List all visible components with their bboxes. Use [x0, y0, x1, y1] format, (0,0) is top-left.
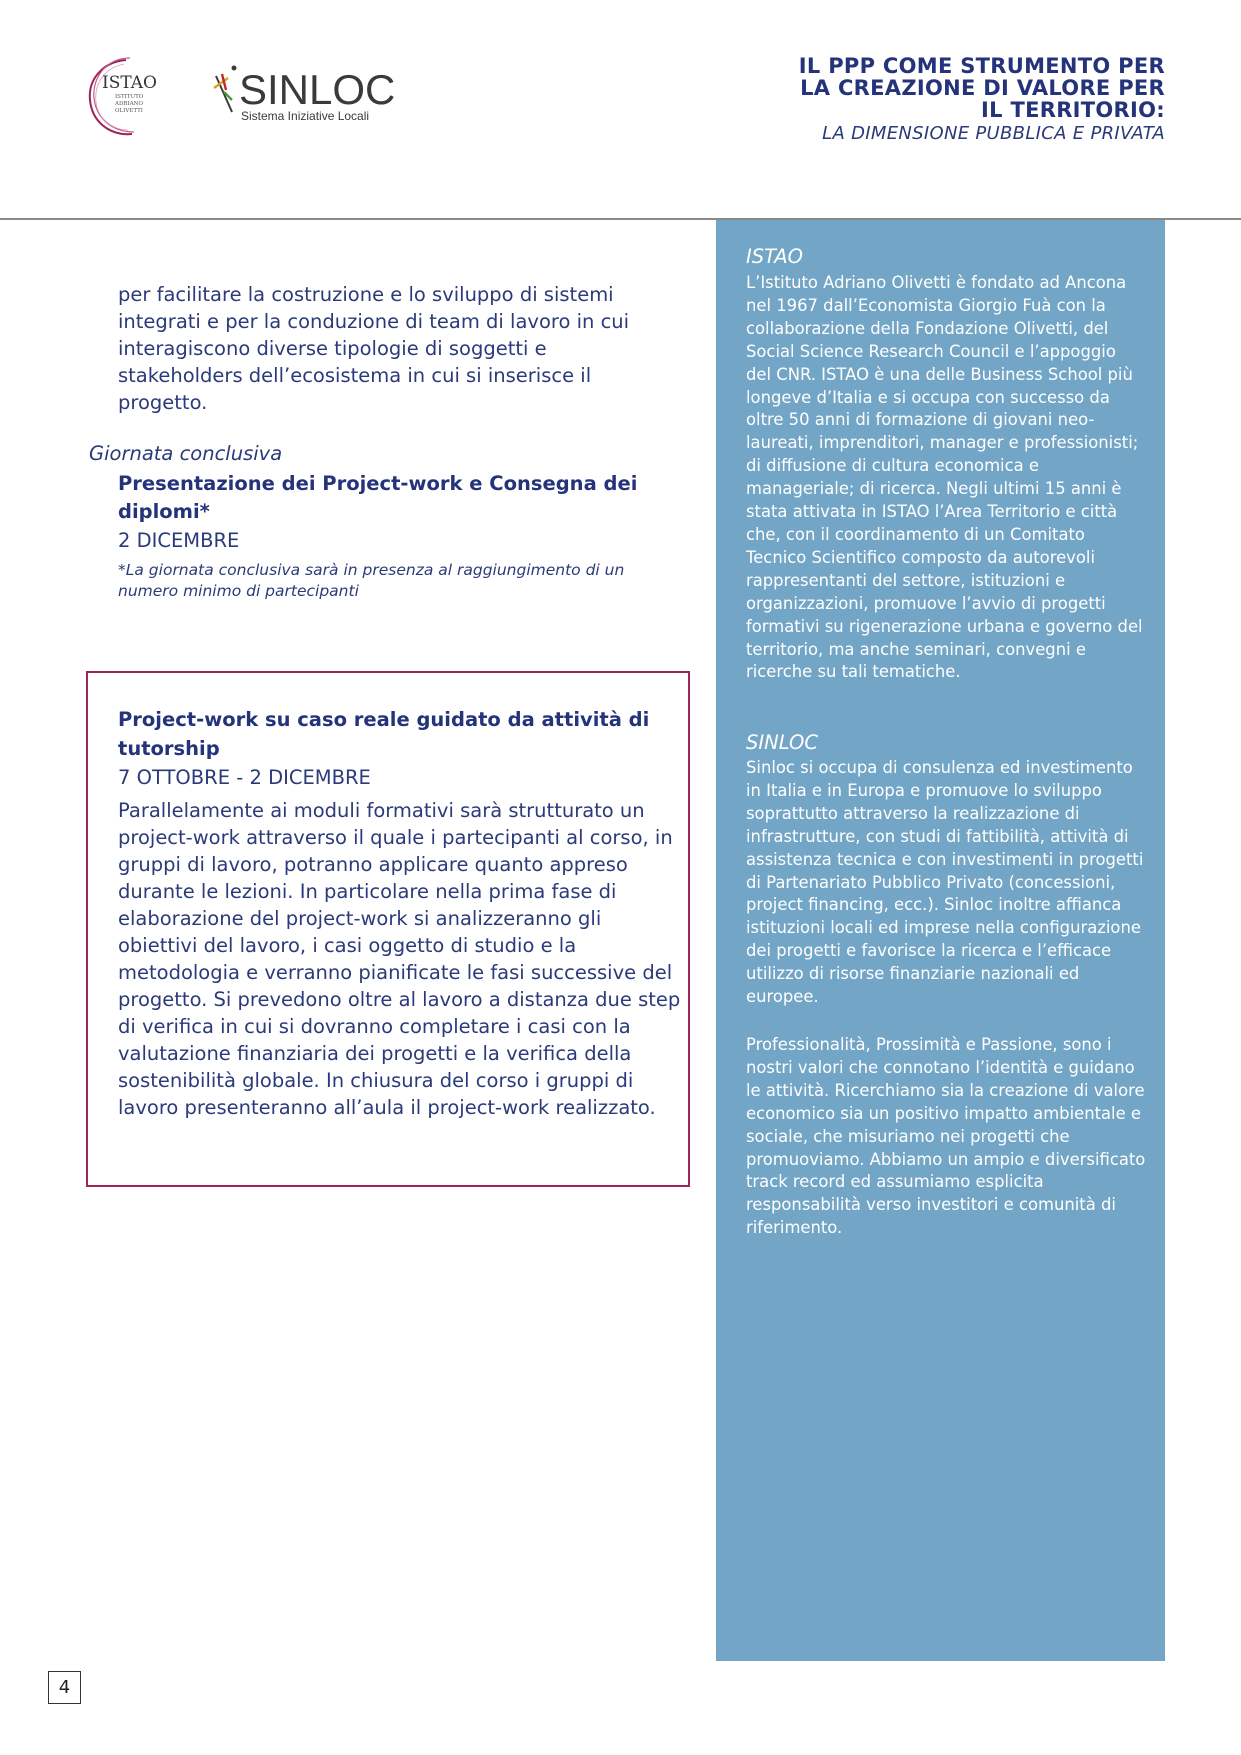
sidebar-sinloc-text: Sinloc si occupa di consulenza ed investimento in Italia e in Europa e promuove lo sviluppo soprattutto attraverso la realizzazione di infrastrutture, con studi di fattibilità, attività di assistenza tecnica e con investimenti in progetti di Partenariato Pubblico Privato (concessioni, project financing, ecc.). Sinloc inoltre affianca istituzioni locali ed imprese nella configurazione dei progetti e favorisce la ricerca e l’efficace utilizzo di risorse finanziarie nazionali ed europee. — [746, 758, 1144, 1007]
project-work-body: Parallelamente ai moduli formativi sarà strutturato un project-work attraverso il quale i partecipanti al corso, in gruppi di lavoro, potranno applicare quanto appreso durante le lezioni. In particolare nella prima fase di elaborazione del project-work si analizzeranno gli obiettivi del lavoro, i casi oggetto di studio e la metodologia e verranno pianificate le fasi successive del progetto. Si prevedono oltre al lavoro a distanza due step di verifica in cui si dovranno completare i casi con la valutazione finanziaria dei progetti e la verifica della sostenibilità globale. In chiusura del corso i gruppi di lavoro presenteranno all’aula il project-work realizzato. — [118, 799, 681, 1119]
sinloc-logo-tagline: Sistema Iniziative Locali — [241, 109, 370, 123]
sidebar-sinloc-heading: SINLOC — [746, 731, 818, 754]
sidebar-istao-text: L’Istituto Adriano Olivetti è fondato ad Ancona nel 1967 dall’Economista Giorgio Fuà con la collaborazione della Fondazione Olivetti, del Social Science Research Council e l’appoggio del CNR. ISTAO è una delle Business School più longeve d’Italia e si occupa con successo da oltre 50 anni di formazione di giovani neo-laureati, imprenditori, manager e professionisti; di diffusione di cultura economica e manageriale; di ricerca. Negli ultimi 15 anni è stata attivata in ISTAO l’Area Territorio e città che, con il coordinamento di un Comitato Tecnico Scientifico composto da autorevoli rappresentanti del settore, istituzioni e organizzazioni, promuove l’avvio di progetti formativi su rigenerazione urbana e governo del territorio, ma anche seminari, convegni e ricerche su tali tematiche. — [746, 273, 1143, 682]
header-subtitle: LA DIMENSIONE PUBBLICA E PRIVATA — [822, 123, 1165, 144]
header-title-line: LA CREAZIONE DI VALORE PER — [800, 76, 1165, 100]
sinloc-logo-name: SINLOC — [239, 66, 396, 113]
closing-day-label: Giornata conclusiva — [89, 442, 283, 465]
closing-day-note: *La giornata conclusiva sarà in presenza al raggiungimento di un numero minimo di partecipanti — [118, 561, 625, 600]
project-work-title: Project-work su caso reale guidato da attività di tutorship — [118, 708, 650, 760]
svg-text:ISTITUTO: ISTITUTO — [115, 94, 144, 100]
page-number: 4 — [48, 1671, 81, 1704]
header-title — [705, 55, 1165, 121]
sinloc-logo — [212, 62, 418, 126]
intro-paragraph: per facilitare la costruzione e lo sviluppo di sistemi integrati e per la conduzione di team di lavoro in cui interagiscono diverse tipologie di soggetti e stakeholders dell’ecosistema in cui si inserisce il progetto. — [118, 283, 630, 414]
istao-logo — [86, 56, 172, 138]
sidebar-istao-heading: ISTAO — [746, 245, 803, 268]
header-title-line: IL TERRITORIO: — [981, 98, 1165, 122]
svg-text:ADRIANO: ADRIANO — [115, 101, 143, 107]
istao-logo-name: ISTAO — [102, 73, 157, 93]
svg-text:OLIVETTI: OLIVETTI — [115, 108, 143, 114]
closing-day-title: Presentazione dei Project-work e Consegna dei diplomi* — [118, 472, 638, 523]
project-work-date: 7 OTTOBRE - 2 DICEMBRE — [118, 766, 371, 789]
closing-day-date: 2 DICEMBRE — [118, 529, 240, 552]
header-title-line: IL PPP COME STRUMENTO PER — [798, 54, 1165, 78]
sidebar-sinloc-values-text: Professionalità, Prossimità e Passione, sono i nostri valori che connotano l’identità e guidano le attività. Ricerchiamo sia la creazione di valore economico sia un positivo impatto ambientale e sociale, che misuriamo nei progetti che promuoviamo. Abbiamo un ampio e diversificato track record ed assumiamo esplicita responsabilità verso investitori e comunità di riferimento. — [746, 1035, 1146, 1238]
